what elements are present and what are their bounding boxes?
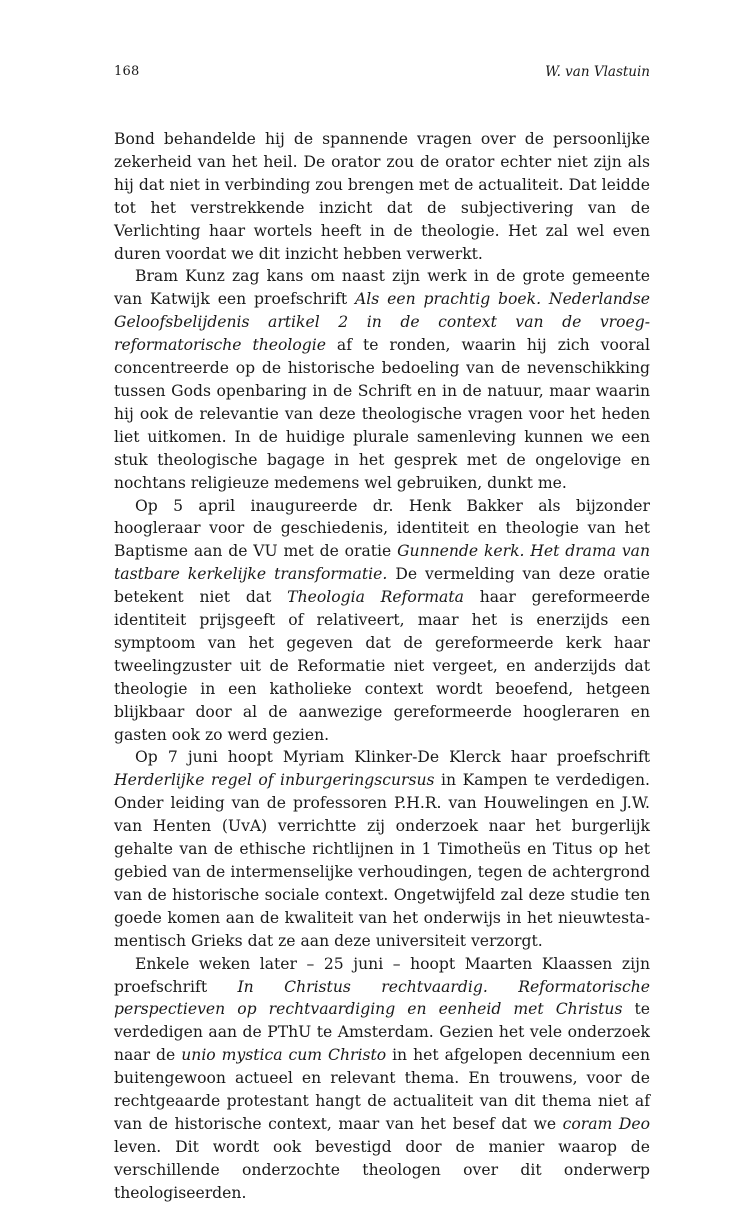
latin-phrase: coram Deo [562,1114,650,1133]
book-title: Als een prachtig boek. Nederlandse Geloofsbelijdenis artikel 2 in de context van de vroeg-reformatorische theologie [114,290,650,355]
paragraph-segment: te verdedigen aan de PThU te Amsterdam. Gezien het vele onderzoek naar de [114,1000,651,1065]
paragraph-segment: Bram Kunz zag kans om naast zijn werk in de grote gemeente van Katwijk een proefschrift [114,267,650,309]
latin-phrase: unio mystica cum Christo [181,1046,387,1065]
paragraph-segment: Op 7 juni hoopt Myriam Klinker-De Klerck haar proefschrift [135,748,650,767]
paragraph-segment: leven. Dit wordt ook bevestigd door de manier waarop de verschillende onderzochte theologen over dit onderwerp theologiseerden. [114,1137,650,1202]
paragraph-segment: af te ronden, waarin hij zich vooral concentreerde op de historische bedoeling van de nevenschikking tussen Gods openbaring in de Schrift en in de natuur, maar waarin hij ook de relevantie van deze theologische vragen voor het heden liet uitkomen. In de huidige plurale samenleving kunnen we een stuk theologische bagage in het gesprek met de ongelovige en nochtans religieuze medemens wel gebruiken, dunkt me. [114,336,650,492]
paragraph-segment: Op 5 april inaugureerde dr. Henk Bakker als bijzonder hoogleraar voor de geschiedenis, identiteit en theologie van het Baptisme aan de VU met de oratie [114,496,650,561]
dissertation-title: In Christus rechtvaardig. Reformatorische perspectieven op rechtvaardiging en eenheid met Christus [114,977,650,1019]
paragraph-segment: haar gereformeerde identiteit prijsgeeft of relativeert, maar het is enerzijds een symptoom van het gegeven dat de gereformeerde kerk haar tweelingzuster uit de Reformatie niet vergeet, en anderzijds dat theologie in een katholieke context wordt beoefend, hetgeen blijkbaar door al de aanwezige gereformeerde hoogleraren en gasten ook zo werd gezien. [114,588,651,744]
page-number: 168 [114,64,140,79]
journal-title: Theologia Reformata [287,588,464,607]
paragraph-segment: De vermelding van deze oratie betekent niet dat [114,565,650,607]
paragraph-1 [114,128,650,265]
paragraph-segment: Enkele weken later – 25 juni – hoopt Maarten Klaassen zijn proefschrift [114,954,650,996]
paragraph-segment: in het afgelopen decennium een buitengewoon actueel en relevant thema. En trouwens, voor de rechtgeaarde protestant hangt de actualiteit van dit thema niet af van de historische context, maar van het besef dat we [114,1046,650,1133]
paragraph-2 [114,265,650,494]
page-header [114,64,650,86]
paragraph-4 [114,746,650,952]
paragraph-5 [114,953,650,1205]
dissertation-title: Herderlijke regel of inburgeringscursus [114,771,435,790]
running-head-author: W. van Vlastuin [545,64,650,80]
body-text [114,128,650,1205]
oration-title: Gunnende kerk. Het drama van tastbare kerkelijke transformatie. [114,542,650,584]
paragraph-segment: in Kampen te verdedigen. Onder leiding van de professoren P.H.R. van Houwelingen en J.W. van Henten (UvA) verrichtte zij onderzoek naar het burgerlijk gehalte van de ethische richtlijnen in 1 Timotheüs en Titus op het gebied van de intermenselijke verhoudingen, tegen de achtergrond van de historische sociale context. Ongetwijfeld zal deze studie ten goede komen aan de kwaliteit van het onderwijs in het nieuwtestamentisch Grieks dat ze aan deze universiteit verzorgt. [114,771,650,950]
paragraph-segment: Bond behandelde hij de spannende vragen over de persoonlijke zekerheid van het heil. De orator zou de orator echter niet zijn als hij dat niet in verbinding zou brengen met de actualiteit. Dat leidde tot het verstrekkende inzicht dat de subjectivering van de Verlichting haar wortels heeft in de theologie. Het zal wel even duren voordat we dit inzicht hebben verwerkt. [114,130,650,263]
paragraph-3 [114,495,650,747]
